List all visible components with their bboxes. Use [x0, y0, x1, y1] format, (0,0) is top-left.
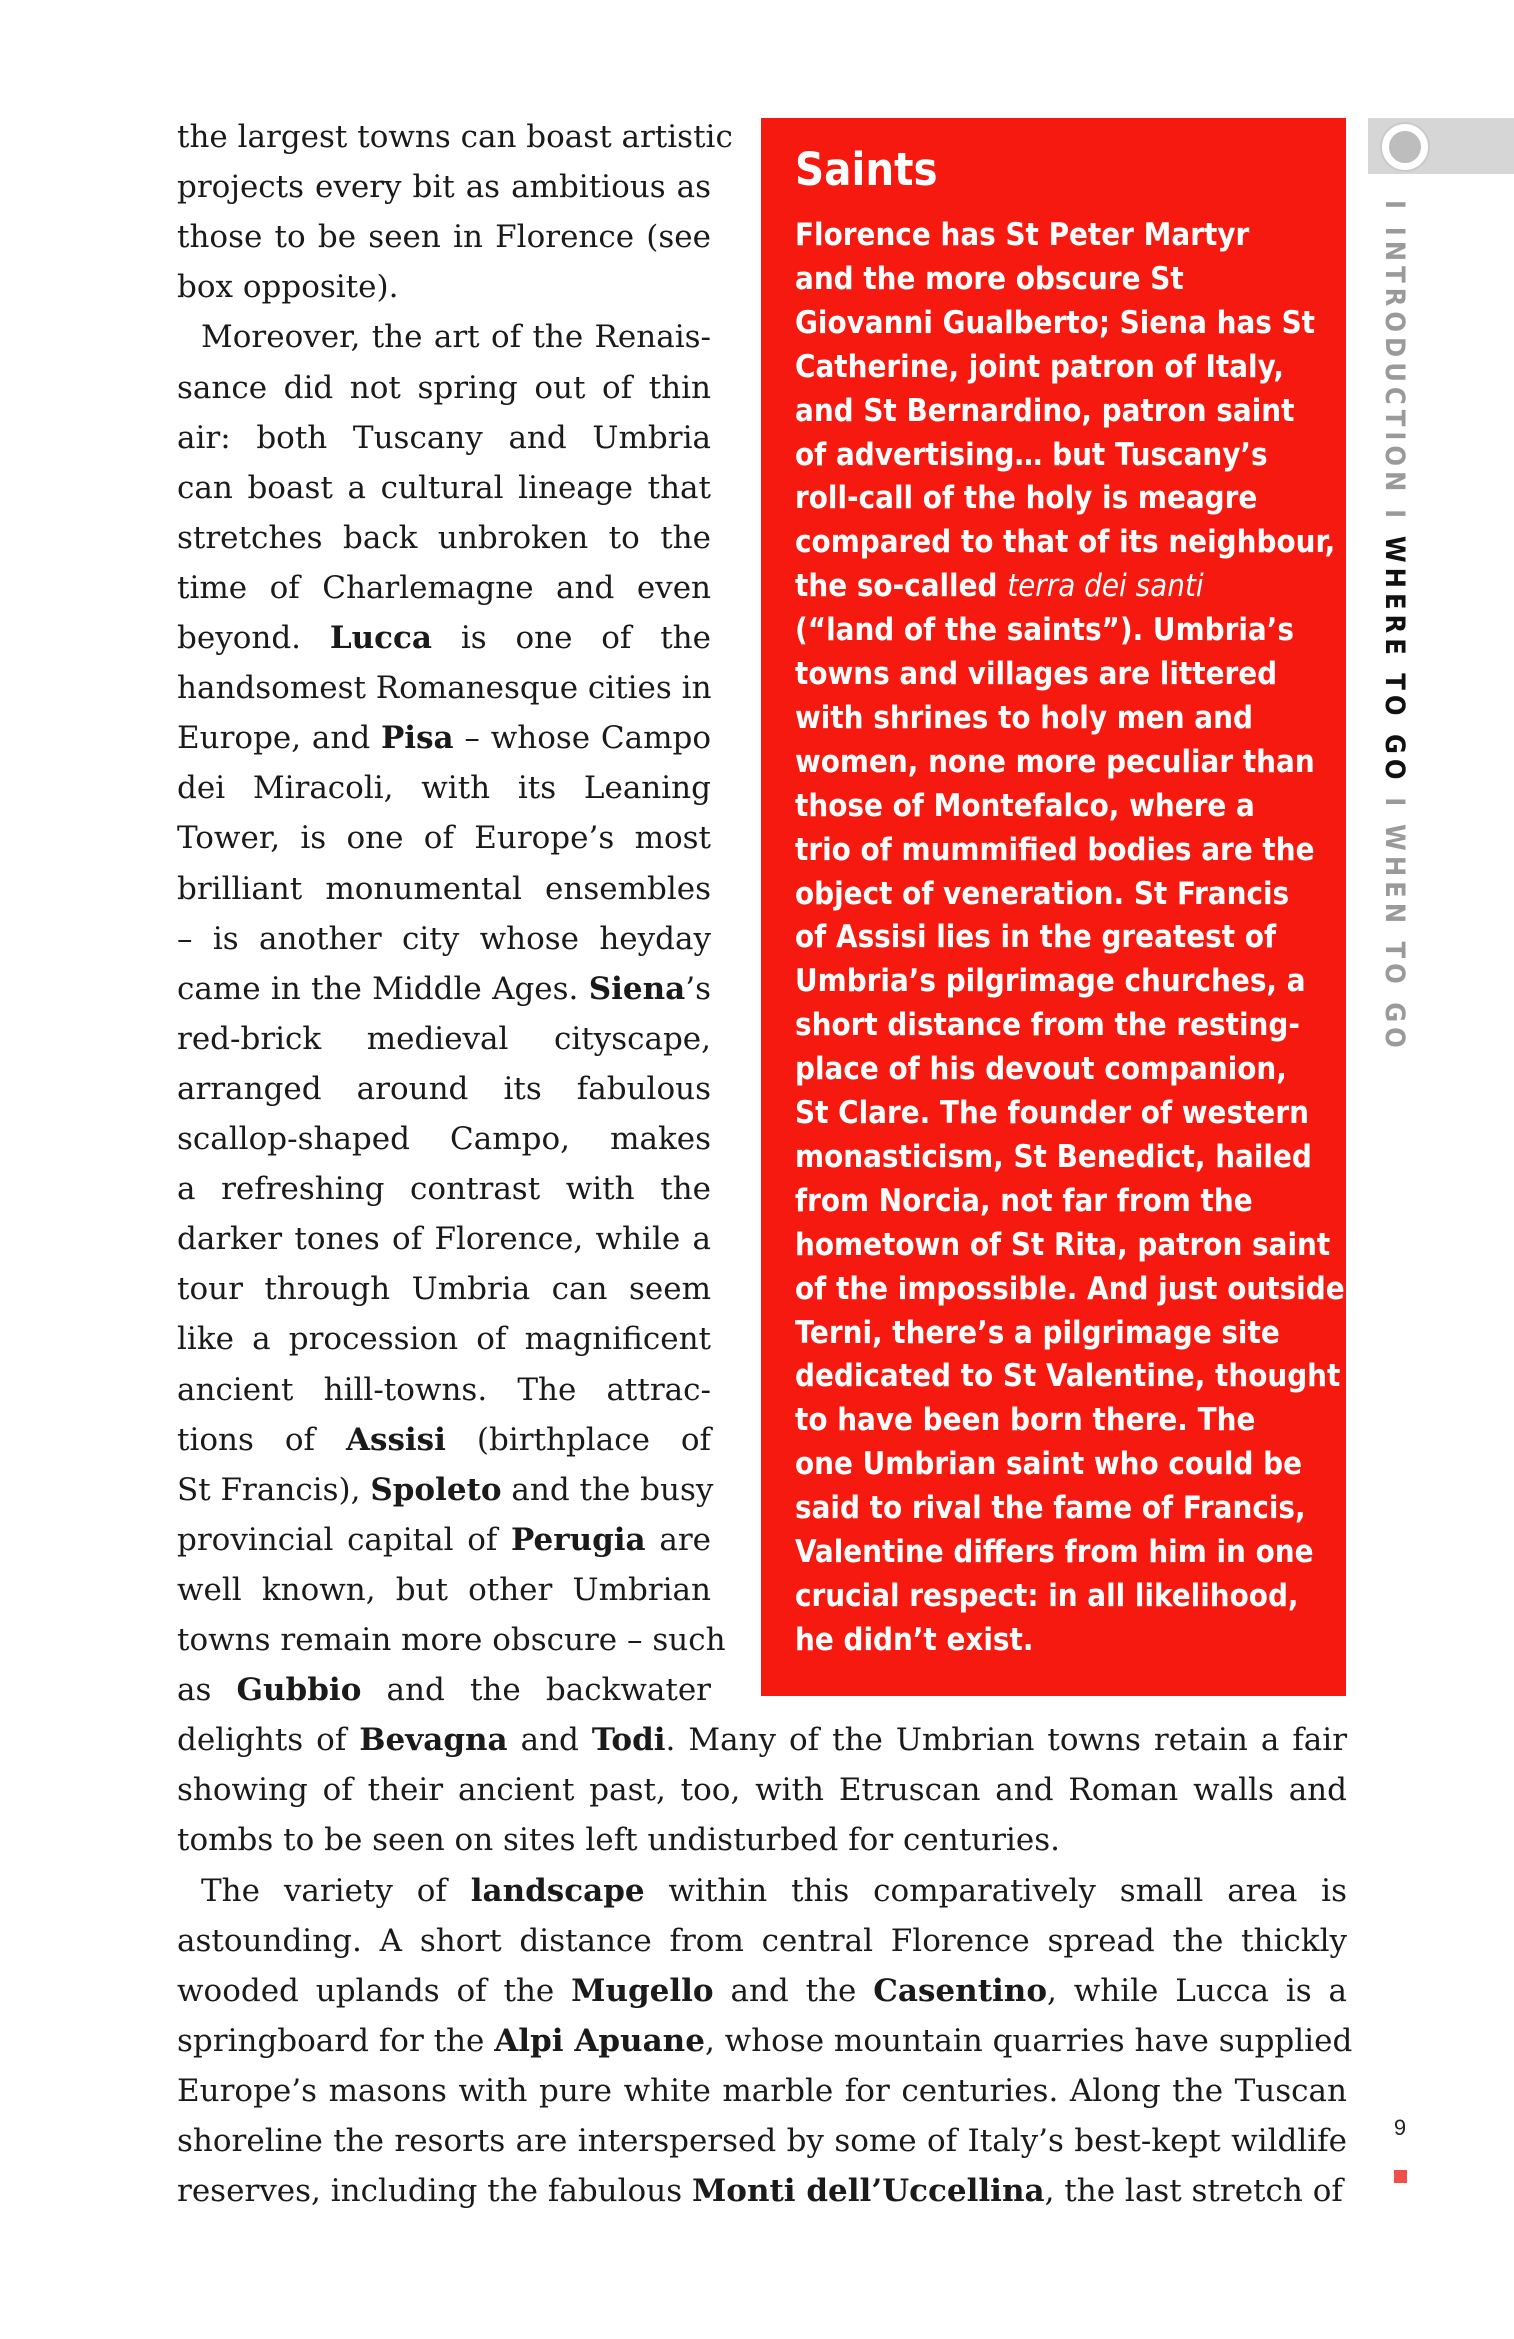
sidebar-line: [795, 301, 1315, 345]
body-line: [177, 262, 711, 312]
text-run: compared to that of its neighbour,: [795, 524, 1336, 560]
text-run: came in the Middle Ages.: [177, 971, 589, 1007]
body-line: [177, 1064, 711, 1114]
text-run: monasticism, St Benedict, hailed: [795, 1139, 1312, 1175]
body-line: [177, 1214, 711, 1264]
text-run: (“land of the saints”). Umbria’s: [795, 612, 1294, 648]
text-run: arranged around its fabulous: [177, 1071, 711, 1107]
body-line: [177, 1966, 1347, 2016]
text-run: , while Lucca is a: [1047, 1973, 1347, 2009]
sidebar-line: [795, 1311, 1280, 1355]
text-run: . Many of the Umbrian towns retain a fair: [665, 1722, 1348, 1758]
sidebar-line: [795, 1530, 1314, 1574]
text-run: and St Bernardino, patron saint: [795, 393, 1295, 429]
sidebar-line: [795, 1618, 1033, 1662]
text-run: Florence has St Peter Martyr: [795, 217, 1250, 253]
text-run: to have been born there. The: [795, 1402, 1256, 1438]
text-run: those of Montefalco, where a: [795, 788, 1255, 824]
text-run: shoreline the resorts are interspersed by some of Italy’s best-kept wildlife: [177, 2123, 1347, 2159]
body-line: [177, 914, 711, 964]
body-line: [177, 1264, 711, 1314]
text-run: Umbria’s pilgrimage churches, a: [795, 963, 1306, 999]
sidebar-line: [795, 828, 1315, 872]
text-run: , whose mountain quarries have supplied: [704, 2023, 1353, 2059]
sidebar-line: [795, 389, 1294, 433]
text-run: within this comparatively small area is: [644, 1873, 1347, 1909]
page-marker: [1394, 2170, 1407, 2183]
text-run: delights of: [177, 1722, 360, 1758]
text-run: and the busy: [501, 1472, 714, 1508]
text-run: towns remain more obscure – such: [177, 1622, 726, 1658]
text-run: dedicated to St Valentine, thought: [795, 1358, 1341, 1394]
text-run: can boast a cultural lineage that: [177, 470, 711, 506]
sidebar-line: [795, 740, 1315, 784]
sidebar-line: [795, 1091, 1309, 1135]
nav-separator: I: [1379, 509, 1410, 524]
sidebar-line: [795, 1003, 1300, 1047]
sidebar-line: [795, 1179, 1253, 1223]
sidebar-line: [795, 1223, 1330, 1267]
bold-term: Spoleto: [370, 1472, 502, 1508]
text-run: like a procession of magnificent: [177, 1321, 711, 1357]
text-run: of Assisi lies in the greatest of: [795, 919, 1277, 955]
text-run: (birthplace of: [445, 1422, 711, 1458]
text-run: those to be seen in Florence (see: [177, 219, 711, 255]
text-run: Valentine differs from him in one: [795, 1534, 1314, 1570]
text-run: place of his devout companion,: [795, 1051, 1287, 1087]
sidebar-line: [795, 257, 1184, 301]
body-line: [177, 413, 711, 463]
text-run: the largest towns can boast artistic: [177, 119, 733, 155]
body-line: [177, 1916, 1347, 1966]
chapter-tab-circle-icon: [1382, 124, 1428, 170]
bold-term: Lucca: [329, 620, 433, 656]
body-line: [177, 713, 711, 763]
body-line: [177, 1665, 711, 1715]
body-line: [177, 1715, 1347, 1765]
text-run: of advertising… but Tuscany’s: [795, 437, 1268, 473]
saints-sidebar-box: [761, 118, 1346, 1696]
sidebar-line: [795, 345, 1284, 389]
text-run: Europe, and: [177, 720, 381, 756]
chapter-navigation: [1377, 200, 1411, 1053]
text-run: are: [645, 1522, 711, 1558]
body-line: [177, 363, 711, 413]
body-line: [177, 2116, 1347, 2166]
sidebar-line: [795, 1486, 1306, 1530]
sidebar-line: [795, 1135, 1312, 1179]
text-run: provincial capital of: [177, 1522, 512, 1558]
text-run: ancient hill-towns. The attrac-: [177, 1372, 711, 1408]
text-run: red-brick medieval cityscape,: [177, 1021, 711, 1057]
bold-term: Monti dell’Uccellina: [691, 2173, 1045, 2209]
text-run: stretches back unbroken to the: [177, 520, 711, 556]
body-line: [177, 463, 711, 513]
text-run: from Norcia, not far from the: [795, 1183, 1253, 1219]
text-run: , the last stretch of: [1044, 2173, 1343, 2209]
text-run: as: [177, 1672, 237, 1708]
text-run: said to rival the fame of Francis,: [795, 1490, 1306, 1526]
bold-term: Alpi Apuane: [494, 2023, 705, 2059]
text-run: a refreshing contrast with the: [177, 1171, 711, 1207]
text-run: roll-call of the holy is meagre: [795, 480, 1258, 516]
sidebar-line: [795, 213, 1249, 257]
sidebar-line: [795, 652, 1277, 696]
bold-term: Casentino: [873, 1973, 1048, 2009]
sidebar-title: Saints: [795, 143, 938, 196]
sidebar-line: [795, 433, 1268, 477]
text-run: wooded uplands of the: [177, 1973, 572, 2009]
text-run: tour through Umbria can seem: [177, 1271, 711, 1307]
body-line: [177, 763, 711, 813]
sidebar-line: [795, 1442, 1302, 1486]
sidebar-line: [795, 608, 1294, 652]
text-run: astounding. A short distance from central Florence spread the thickly: [177, 1923, 1347, 1959]
text-run: and the: [713, 1973, 874, 2009]
body-line: [177, 1765, 1347, 1815]
text-run: sance did not spring out of thin: [177, 370, 711, 406]
page-number: 9: [1393, 2115, 1407, 2140]
nav-separator: I: [1379, 797, 1410, 812]
text-run: Moreover, the art of the Renais-: [201, 319, 711, 355]
text-run: hometown of St Rita, patron saint: [795, 1227, 1331, 1263]
text-run: projects every bit as ambitious as: [177, 169, 711, 205]
body-line: [177, 112, 733, 162]
text-run: – is another city whose heyday: [177, 921, 711, 957]
body-line: [177, 1515, 711, 1565]
text-run: Giovanni Gualberto; Siena has St: [795, 305, 1316, 341]
text-run: tombs to be seen on sites left undisturbed for centuries.: [177, 1822, 1060, 1858]
body-line: [177, 1014, 711, 1064]
text-run: and: [507, 1722, 592, 1758]
sidebar-line: [795, 476, 1257, 520]
body-line: [177, 1866, 1347, 1916]
sidebar-line: [795, 784, 1255, 828]
text-run: trio of mummified bodies are the: [795, 832, 1315, 868]
body-line: [177, 2016, 1353, 2066]
text-run: Tower, is one of Europe’s most: [177, 820, 711, 856]
text-run: he didn’t exist.: [795, 1622, 1034, 1658]
bold-term: Pisa: [380, 720, 454, 756]
text-run: scallop-shaped Campo, makes: [177, 1121, 711, 1157]
text-run: and the more obscure St: [795, 261, 1184, 297]
body-line: [177, 1164, 711, 1214]
text-run: towns and villages are littered: [795, 656, 1278, 692]
text-run: crucial respect: in all likelihood,: [795, 1578, 1299, 1614]
sidebar-line: [795, 564, 1204, 608]
sidebar-line: [795, 1047, 1287, 1091]
body-line: [177, 563, 711, 613]
sidebar-line: [795, 1574, 1299, 1618]
nav-item-when-to-go[interactable]: WHEN TO GO: [1379, 824, 1410, 1053]
text-run: women, none more peculiar than: [795, 744, 1315, 780]
sidebar-line: [795, 1398, 1255, 1442]
text-run: St Clare. The founder of western: [795, 1095, 1309, 1131]
body-line: [177, 1615, 726, 1665]
body-line: [177, 1815, 1347, 1865]
text-run: of the impossible. And just outside: [795, 1271, 1345, 1307]
text-run: springboard for the: [177, 2023, 495, 2059]
body-line: [177, 1114, 711, 1164]
text-run: object of veneration. St Francis: [795, 876, 1290, 912]
body-line: [177, 1565, 711, 1615]
body-line: [177, 312, 711, 362]
nav-separator: I: [1379, 200, 1410, 215]
body-line: [177, 2166, 1347, 2216]
italic-term: terra dei santi: [1007, 568, 1204, 604]
body-line: [177, 663, 711, 713]
text-run: time of Charlemagne and even: [177, 570, 711, 606]
body-line: [177, 813, 711, 863]
text-run: short distance from the resting-: [795, 1007, 1300, 1043]
text-run: showing of their ancient past, too, with Etruscan and Roman walls and: [177, 1772, 1347, 1808]
text-run: – whose Campo: [453, 720, 711, 756]
text-run: reserves, including the fabulous: [177, 2173, 692, 2209]
text-run: well known, but other Umbrian: [177, 1572, 711, 1608]
text-run: dei Miracoli, with its Leaning: [177, 770, 711, 806]
text-run: air: both Tuscany and Umbria: [177, 420, 711, 456]
sidebar-line: [795, 959, 1306, 1003]
bold-term: Siena: [588, 971, 686, 1007]
sidebar-line: [795, 1267, 1345, 1311]
sidebar-line: [795, 872, 1289, 916]
bold-term: Mugello: [571, 1973, 714, 2009]
body-line: [177, 1365, 711, 1415]
text-run: Europe’s masons with pure white marble for centuries. Along the Tuscan: [177, 2073, 1347, 2109]
body-line: [177, 2066, 1347, 2116]
bold-term: Perugia: [511, 1522, 646, 1558]
sidebar-line: [795, 915, 1276, 959]
text-run: brilliant monumental ensembles: [177, 871, 711, 907]
text-run: darker tones of Florence, while a: [177, 1221, 711, 1257]
text-run: box opposite).: [177, 269, 399, 305]
bold-term: Todi: [591, 1722, 666, 1758]
body-line: [177, 162, 711, 212]
body-line: [177, 513, 711, 563]
bold-term: Assisi: [345, 1422, 446, 1458]
sidebar-line: [795, 1354, 1340, 1398]
nav-item-where-to-go[interactable]: WHERE TO GO: [1379, 535, 1410, 785]
body-line: [177, 1465, 714, 1515]
nav-item-introduction[interactable]: INTRODUCTION: [1379, 226, 1410, 497]
text-run: Terni, there’s a pilgrimage site: [795, 1315, 1280, 1351]
sidebar-line: [795, 696, 1253, 740]
body-line: [177, 1415, 711, 1465]
bold-term: Gubbio: [236, 1672, 362, 1708]
body-line: [177, 1314, 711, 1364]
text-run: the so-called: [795, 568, 1008, 604]
bold-term: landscape: [470, 1873, 645, 1909]
body-line: [177, 864, 711, 914]
text-run: beyond.: [177, 620, 330, 656]
text-run: The variety of: [201, 1873, 471, 1909]
body-line: [177, 613, 711, 663]
text-run: and the backwater: [361, 1672, 711, 1708]
text-run: with shrines to holy men and: [795, 700, 1253, 736]
text-run: St Francis),: [177, 1472, 371, 1508]
text-run: handsomest Romanesque cities in: [177, 670, 712, 706]
body-line: [177, 212, 711, 262]
text-run: one Umbrian saint who could be: [795, 1446, 1303, 1482]
bold-term: Bevagna: [359, 1722, 508, 1758]
sidebar-line: [795, 520, 1335, 564]
text-run: Catherine, joint patron of Italy,: [795, 349, 1284, 385]
text-run: tions of: [177, 1422, 346, 1458]
text-run: is one of the: [432, 620, 711, 656]
text-run: ’s: [685, 971, 711, 1007]
body-line: [177, 964, 711, 1014]
